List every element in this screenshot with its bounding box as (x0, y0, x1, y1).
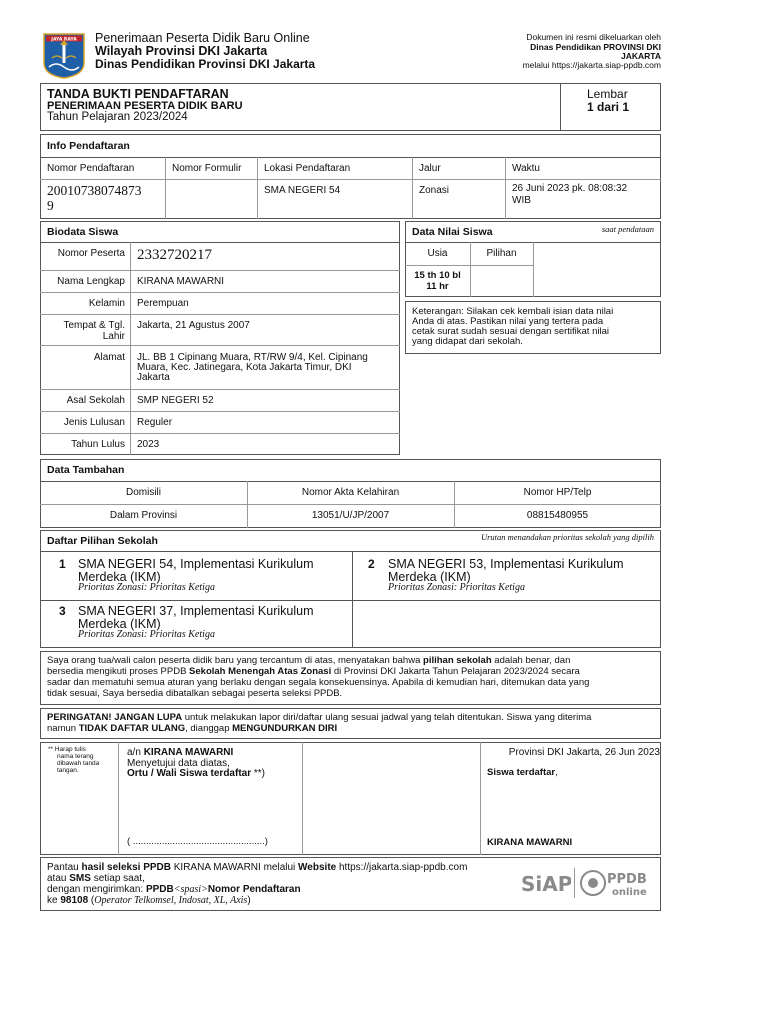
label-nama-lengkap: Nama Lengkap (57, 276, 125, 287)
signature-note-4: tangan. (57, 767, 79, 774)
lembar-value: 1 dari 1 (587, 100, 630, 114)
header-line-1: Penerimaan Peserta Didik Baru Online (95, 31, 310, 45)
label-nomor-peserta: Nomor Peserta (57, 248, 125, 259)
warning-line-2: namun TIDAK DAFTAR ULANG, dianggap MENGUNDURKAN DIRI (47, 723, 338, 734)
svg-text:SiAP: SiAP (521, 872, 571, 896)
header-line-2: Wilayah Provinsi DKI Jakarta (95, 44, 268, 58)
ppdb-online-logo (578, 865, 648, 901)
value-alamat-cont: Muara, Kec. Jatinegara, Kota Jakarta Timur, DKI (137, 362, 352, 373)
nilai-header-usia: Usia (427, 248, 448, 259)
header-right-line-2: Dinas Pendidikan PROVINSI DKI (530, 42, 661, 52)
tambahan-title: Data Tambahan (47, 464, 125, 476)
dki-logo (43, 33, 85, 79)
nilai-header-pilihan: Pilihan (486, 248, 517, 259)
header-line-3: Dinas Pendidikan Provinsi DKI Jakarta (95, 57, 316, 71)
footer-line-1: Pantau hasil seleksi PPDB KIRANA MAWARNI melalui Website https://jakarta.siap-ppdb.com (47, 862, 468, 873)
signature-an-name: KIRANA MAWARNI (143, 747, 234, 758)
pilihan-title: Daftar Pilihan Sekolah (47, 535, 158, 547)
pilihan-2-name: SMA NEGERI 53, Implementasi Kurikulum (388, 557, 624, 571)
keterangan-line-1: Keterangan: Silakan cek kembali isian data nilai (412, 306, 614, 317)
label-jenis-lulusan: Jenis Lulusan (63, 417, 125, 428)
pilihan-2-name-cont: Merdeka (IKM) (388, 570, 471, 584)
lembar-label: Lembar (587, 87, 628, 101)
pilihan-3-name: SMA NEGERI 37, Implementasi Kurikulum (78, 604, 314, 618)
label-alamat: Alamat (93, 352, 125, 363)
doc-title: TANDA BUKTI PENDAFTARAN (47, 87, 229, 101)
pilihan-3-prioritas: Prioritas Zonasi: Prioritas Ketiga (78, 629, 215, 640)
signature-note-3: dibawah tanda (57, 760, 100, 767)
signature-siswa-label: Siswa terdaftar, (487, 767, 558, 778)
biodata-title: Biodata Siswa (47, 226, 119, 238)
signature-menyetujui: Menyetujui data diatas, (127, 758, 230, 769)
signature-an: a/n KIRANA MAWARNI (127, 747, 234, 758)
siap-logo (519, 866, 571, 900)
info-header-nomor-formulir: Nomor Formulir (172, 163, 242, 174)
nilai-usia-value-cont: 11 hr (426, 281, 449, 292)
pilihan-1-number: 1 (59, 557, 66, 571)
tambahan-header-hp: Nomor HP/Telp (523, 487, 592, 498)
nomor-pendaftaran-value-cont: 9 (47, 198, 54, 213)
value-nama-lengkap: KIRANA MAWARNI (137, 276, 225, 287)
label-asal-sekolah: Asal Sekolah (66, 395, 125, 406)
waktu-value-cont: WIB (512, 195, 531, 206)
value-nomor-peserta: 2332720217 (137, 247, 212, 263)
label-ttl: Tempat & Tgl. (63, 320, 125, 331)
keterangan-line-2: Anda di atas. Pastikan nilai yang tertera pada (412, 316, 604, 327)
signature-place-date: Provinsi DKI Jakarta, 26 Jun 2023 (508, 747, 660, 758)
pilihan-1-name-cont: Merdeka (IKM) (78, 570, 161, 584)
statement-line-2: bersedia mengikuti proses PPDB Sekolah Menengah Atas Zonasi di Provinsi DKI Jakarta Tahun Pelajaran 2023/2024 secara (47, 666, 580, 677)
tambahan-value-domisili: Dalam Provinsi (109, 510, 178, 521)
info-header-jalur: Jalur (419, 163, 441, 174)
signature-ortu: Ortu / Wali Siswa terdaftar **) (127, 768, 266, 779)
pilihan-2-prioritas: Prioritas Zonasi: Prioritas Ketiga (388, 582, 525, 593)
label-tahun-lulus: Tahun Lulus (71, 439, 125, 450)
value-kelamin: Perempuan (137, 298, 189, 309)
doc-year: Tahun Pelajaran 2023/2024 (47, 111, 188, 123)
keterangan-line-3: cetak surat sudah sesuai dengan sertifikat nilai (412, 326, 609, 337)
signature-note-2: nama terang (57, 753, 94, 760)
jalur-value: Zonasi (419, 185, 450, 196)
info-title: Info Pendaftaran (47, 140, 130, 152)
statement-line-1: Saya orang tua/wali calon peserta didik baru yang tercantum di atas, menyatakan bahwa pilihan sekolah adalah benar, dan (47, 655, 571, 666)
footer-line-2: atau SMS setiap saat, (47, 873, 145, 884)
header-right-line-4: melalui https://jakarta.siap-ppdb.com (522, 60, 661, 70)
nomor-pendaftaran-value: 20010738074873 (47, 183, 142, 198)
doc-subtitle: PENERIMAAN PESERTA DIDIK BARU (47, 100, 243, 112)
label-ttl-cont: Lahir (102, 331, 125, 342)
info-header-nomor-pendaftaran: Nomor Pendaftaran (47, 163, 135, 174)
footer-line-3: dengan mengirimkan: PPDB<spasi>Nomor Pendaftaran (47, 884, 301, 895)
signature-note-1: ** Harap tulis (48, 746, 86, 753)
header-right-line-1: Dokumen ini resmi dikeluarkan oleh (526, 32, 661, 42)
value-ttl: Jakarta, 21 Agustus 2007 (137, 320, 250, 331)
warning-line-1: PERINGATAN! JANGAN LUPA untuk melakukan lapor diri/daftar ulang sesuai jadwal yang telah ditentukan. Siswa yang diterima (47, 712, 592, 723)
keterangan-line-4: yang didapat dari sekolah. (412, 336, 523, 347)
signature-siswa-name: KIRANA MAWARNI (487, 837, 573, 848)
value-asal-sekolah: SMP NEGERI 52 (137, 395, 214, 406)
nilai-usia-value: 15 th 10 bl (414, 270, 461, 281)
header-right-line-3: JAKARTA (621, 51, 661, 61)
tambahan-header-domisili: Domisili (126, 487, 161, 498)
statement-sma-zonasi: Sekolah Menengah Atas Zonasi (189, 666, 332, 677)
info-header-lokasi: Lokasi Pendaftaran (264, 163, 351, 174)
info-section (40, 134, 661, 219)
tambahan-header-akta: Nomor Akta Kelahiran (301, 487, 400, 498)
statement-pilihan-sekolah: pilihan sekolah (423, 655, 492, 666)
tambahan-value-akta: 13051/U/JP/2007 (311, 510, 390, 521)
info-header-waktu: Waktu (512, 163, 540, 174)
value-alamat: JL. BB 1 Cipinang Muara, RT/RW 9/4, Kel. Cipinang (137, 352, 368, 363)
pilihan-2-number: 2 (368, 557, 375, 571)
warning-heading: PERINGATAN! JANGAN LUPA (47, 712, 183, 723)
waktu-value: 26 Juni 2023 pk. 08:08:32 (512, 183, 628, 194)
svg-text:online: online (612, 887, 647, 898)
pilihan-note: Urutan menandakan prioritas sekolah yang dipilih (480, 532, 654, 542)
statement-line-4: tidak sesuai, Saya bersedia dibatalkan sebagai peserta seleksi PPDB. (47, 688, 343, 699)
pilihan-1-prioritas: Prioritas Zonasi: Prioritas Ketiga (78, 582, 215, 593)
footer-line-4: ke 98108 (Operator Telkomsel, Indosat, XL, Axis) (47, 895, 251, 906)
value-tahun-lulus: 2023 (137, 439, 160, 450)
tambahan-value-hp: 08815480955 (526, 510, 589, 521)
footer-website-link[interactable]: https://jakarta.siap-ppdb.com (336, 862, 468, 873)
pilihan-3-number: 3 (59, 604, 66, 618)
lokasi-value: SMA NEGERI 54 (264, 185, 341, 196)
pilihan-1-name: SMA NEGERI 54, Implementasi Kurikulum (78, 557, 314, 571)
statement-line-3: sadar dan mematuhi semua aturan yang berlaku dengan segala konsekuensinya. Apabila di kemudian hari, ditemukan data yang (47, 677, 590, 688)
value-jenis-lulusan: Reguler (137, 417, 173, 428)
pilihan-3-name-cont: Merdeka (IKM) (78, 617, 161, 631)
signature-dots: ( ..................................................) (127, 836, 268, 847)
svg-text:PPDB: PPDB (607, 872, 647, 887)
value-alamat-cont2: Jakarta (137, 372, 170, 383)
label-kelamin: Kelamin (88, 298, 125, 309)
nilai-note: saat pendataan (601, 224, 654, 234)
nilai-title: Data Nilai Siswa (412, 226, 493, 238)
logo-text: JAYA RAYA (51, 37, 77, 43)
